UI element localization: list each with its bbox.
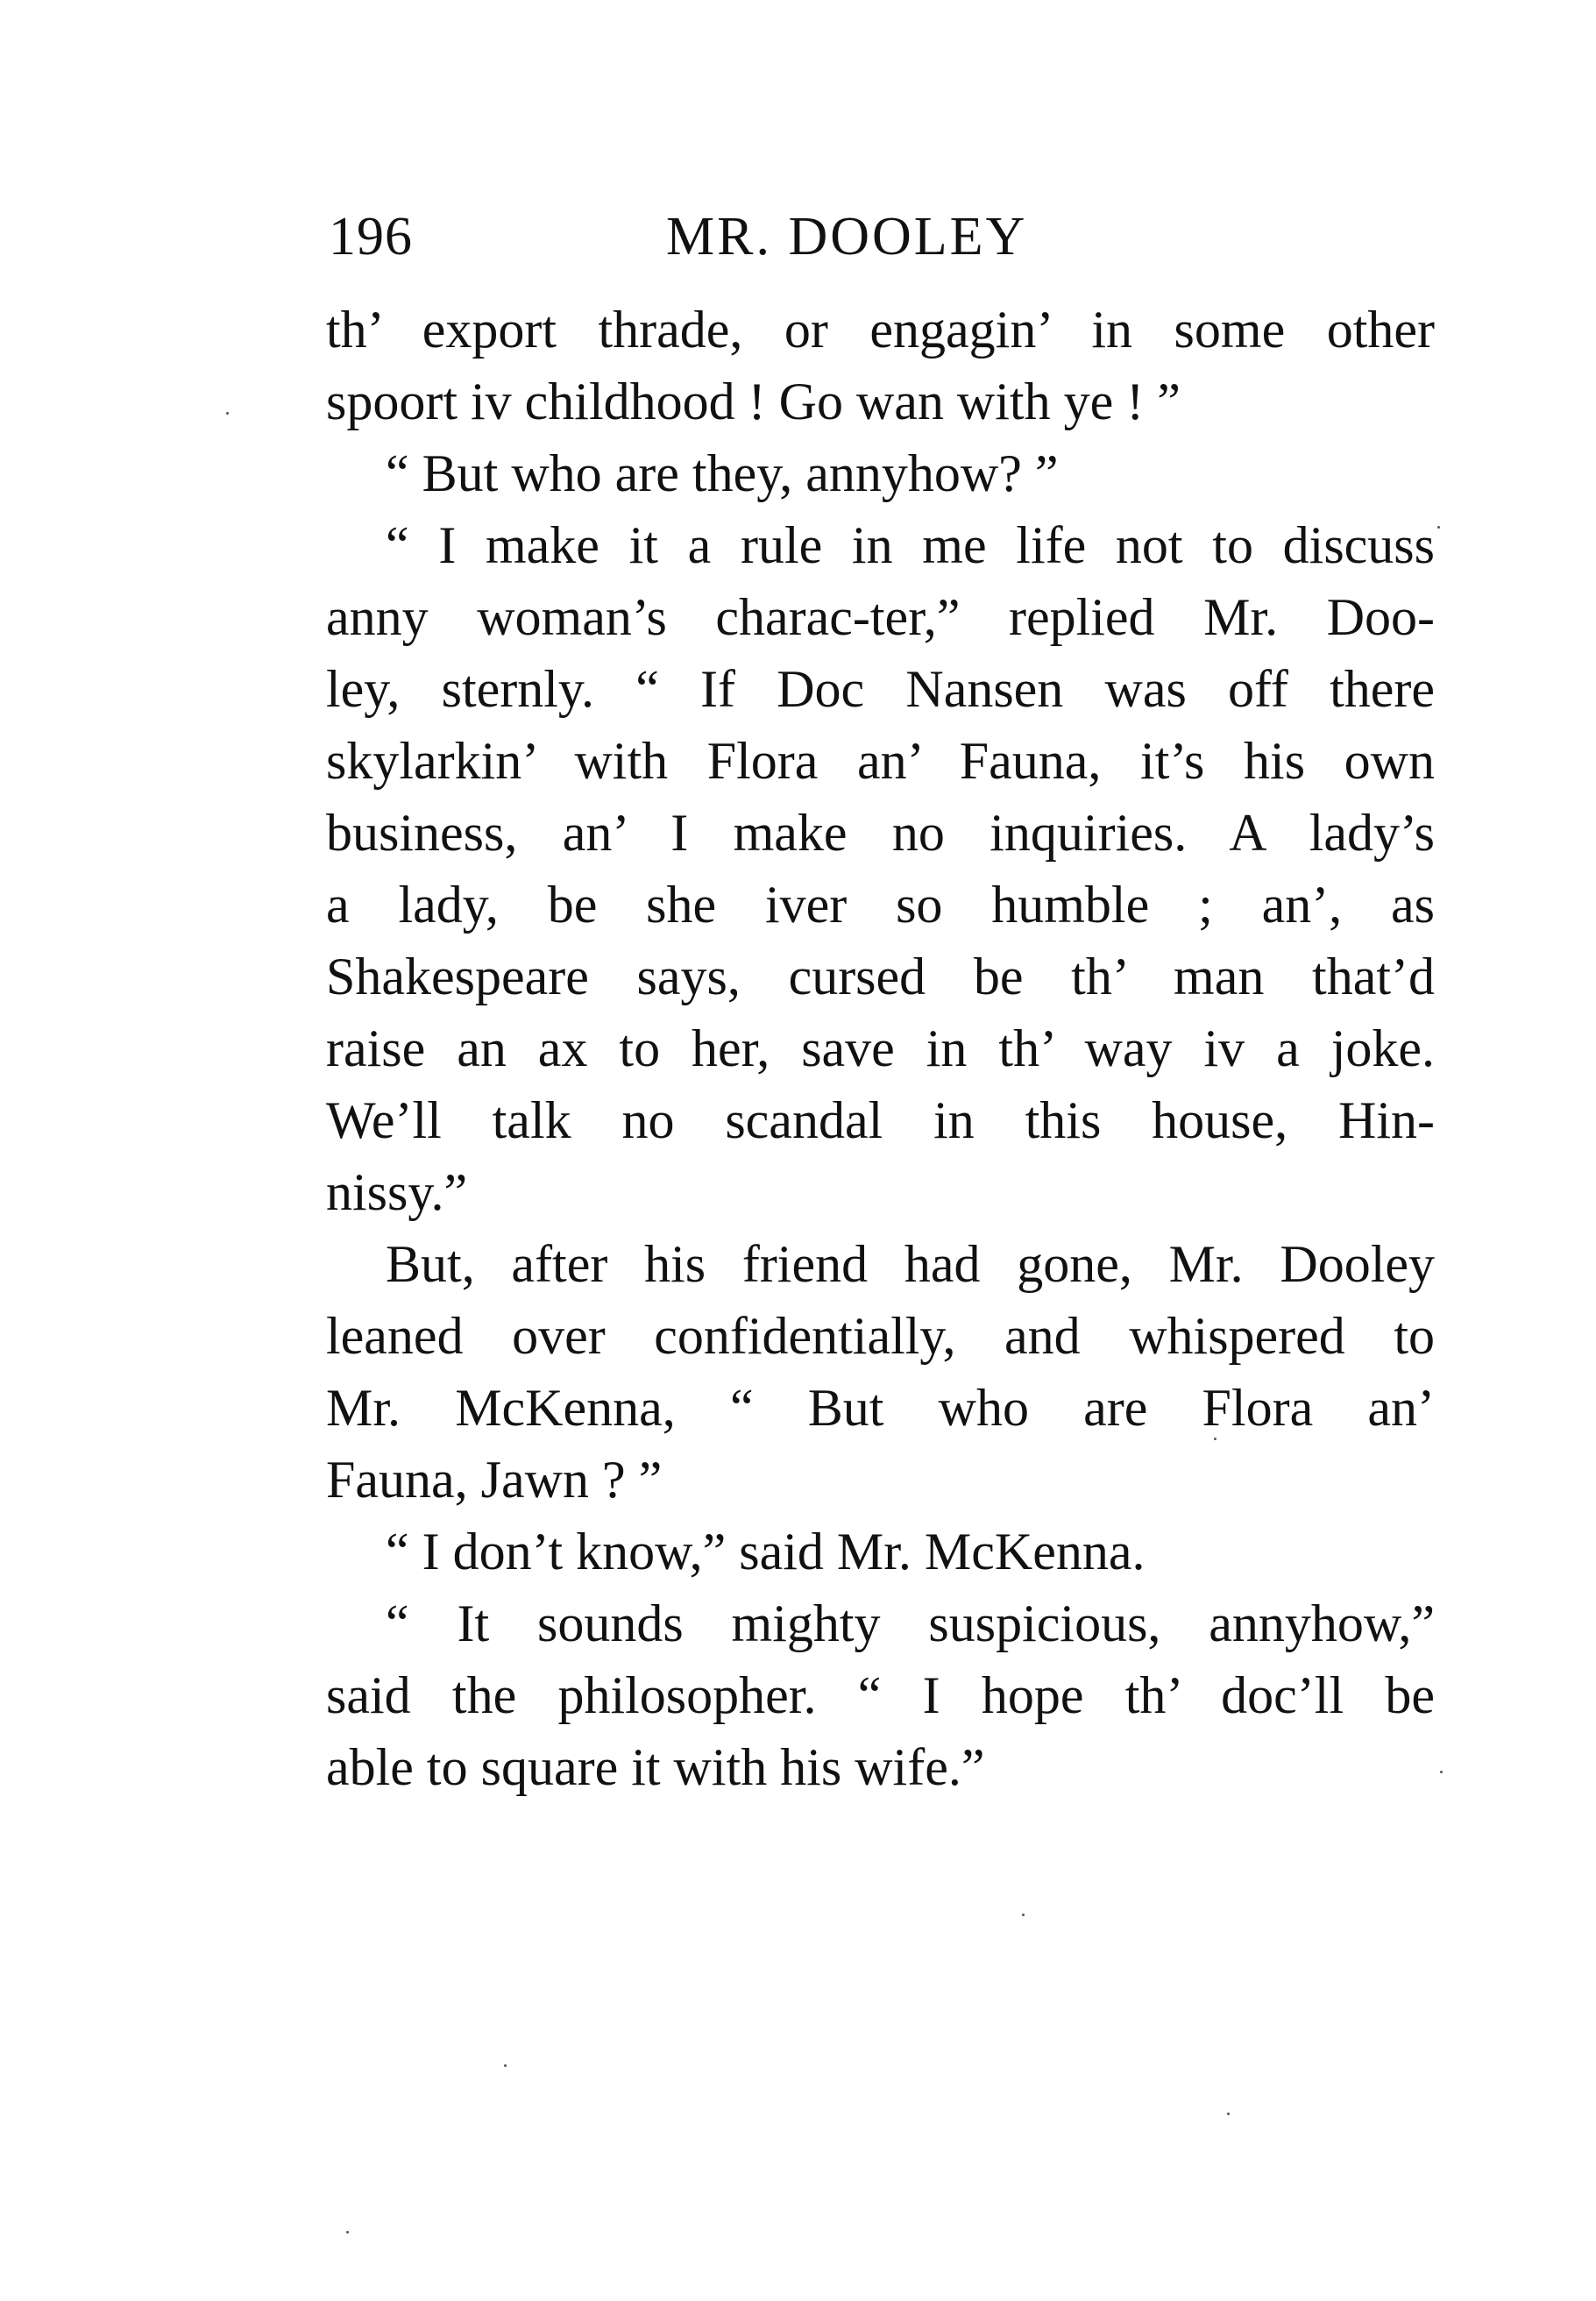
paper-speck <box>1437 526 1440 529</box>
paper-speck <box>346 2231 349 2234</box>
text-line: raise an ax to her, save in th’ way iv a joke. <box>326 1019 1435 1077</box>
text-line: “ But who are they, annyhow? ” <box>386 444 1059 502</box>
text-line: But, after his friend had gone, Mr. Dooley <box>386 1235 1435 1293</box>
paper-speck <box>504 2064 507 2067</box>
paper-speck <box>1022 1914 1025 1916</box>
text-line: ley, sternly. “ If Doc Nansen was off there <box>326 660 1435 718</box>
text-line: nissy.” <box>326 1163 468 1221</box>
text-line: “ I make it a rule in me life not to discuss <box>386 516 1435 574</box>
text-line: “ It sounds mighty suspicious, annyhow,” <box>386 1594 1435 1652</box>
text-line: business, an’ I make no inquiries. A lady’s <box>326 804 1435 862</box>
paper-speck <box>1440 1771 1443 1773</box>
page-number: 196 <box>329 207 413 266</box>
paper-speck <box>1227 2113 1230 2115</box>
text-line: leaned over confidentially, and whispered to <box>326 1307 1435 1365</box>
text-line: “ I don’t know,” said Mr. McKenna. <box>386 1523 1146 1580</box>
paper-speck <box>1214 1438 1217 1440</box>
text-line: Mr. McKenna, “ But who are Flora an’ <box>326 1379 1435 1437</box>
text-line: Shakespeare says, cursed be th’ man that’d <box>326 948 1435 1005</box>
text-line: We’ll talk no scandal in this house, Hin- <box>326 1091 1435 1149</box>
text-line: anny woman’s charac-ter,” replied Mr. Doo- <box>326 588 1435 646</box>
text-line: skylarkin’ with Flora an’ Fauna, it’s his own <box>326 732 1435 790</box>
text-line: able to square it with his wife.” <box>326 1738 985 1796</box>
text-line: said the philosopher. “ I hope th’ doc’ll be <box>326 1666 1435 1724</box>
running-head <box>329 197 1433 276</box>
text-line: th’ export thrade, or engagin’ in some other <box>326 301 1435 359</box>
text-line: spoort iv childhood ! Go wan with ye ! ” <box>326 373 1181 430</box>
body-text <box>326 294 1435 1803</box>
paper-speck <box>226 412 229 415</box>
text-line: a lady, be she iver so humble ; an’, as <box>326 876 1435 934</box>
text-line: Fauna, Jawn ? ” <box>326 1451 663 1509</box>
running-title: MR. DOOLEY <box>666 207 1028 266</box>
